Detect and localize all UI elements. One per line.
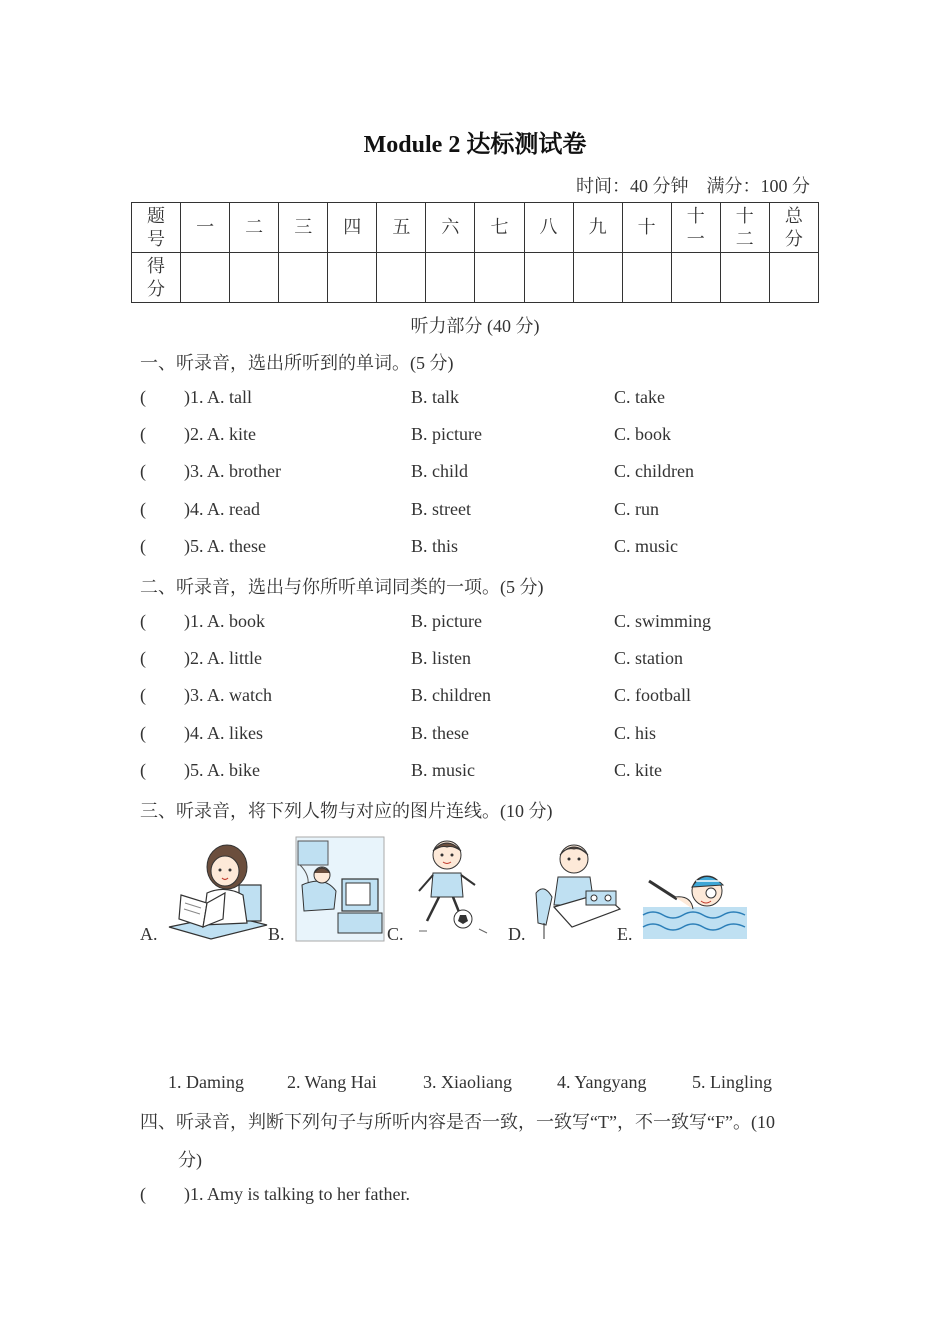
picture-label-c: C. (387, 924, 404, 944)
section4-heading-line1: 四、听录音，判断下列句子与所听内容是否一致，一致写“T”，不一致写“F”。(10 (140, 1112, 775, 1132)
girl-reading-illustration[interactable] (167, 835, 269, 943)
child-swimming-illustration[interactable] (641, 835, 749, 943)
picture-label-e: E. (617, 924, 633, 944)
header-cell (769, 203, 818, 253)
name-daming[interactable]: 1. Daming (168, 1072, 244, 1092)
option-b: B. these (411, 723, 469, 743)
header-cell: 十 (622, 203, 671, 253)
score-label: 得 分 (147, 255, 166, 299)
section2-heading: 二、听录音，选出与你所听单词同类的一项。(5 分) (140, 577, 544, 597)
option-b: B. street (411, 499, 471, 519)
option-c: C. station (614, 648, 684, 668)
score-cell[interactable] (279, 253, 328, 303)
header-cell: 五 (377, 203, 426, 253)
question-row (140, 1184, 830, 1210)
option-a: )1. A. tall (184, 387, 252, 407)
score-cell[interactable] (622, 253, 671, 303)
time-info: 时间：40 分钟 满分：100 分 (576, 176, 810, 196)
option-a: )2. A. little (184, 648, 262, 668)
question-row (140, 760, 830, 786)
answer-blank[interactable]: ( (140, 648, 146, 668)
name-yangyang[interactable]: 4. Yangyang (557, 1072, 647, 1092)
answer-blank[interactable]: ( (140, 723, 146, 743)
score-cell[interactable] (328, 253, 377, 303)
option-c: C. swimming (614, 611, 712, 631)
answer-blank[interactable]: ( (140, 1184, 146, 1204)
score-cell[interactable] (426, 253, 475, 303)
header-cell (132, 203, 181, 253)
score-cell[interactable] (671, 253, 720, 303)
page-title: Module 2 达标测试卷 (363, 132, 587, 158)
header-cell-text: 题 号 (147, 205, 166, 249)
option-c: C. run (614, 499, 659, 519)
header-cell-text: 总 分 (784, 205, 803, 249)
question-row (140, 461, 830, 487)
option-c: C. his (614, 723, 657, 743)
score-label-cell (132, 253, 181, 303)
listening-heading: 听力部分 (40 分) (410, 316, 540, 336)
answer-blank[interactable]: ( (140, 685, 146, 705)
statement: )1. Amy is talking to her father. (184, 1184, 410, 1204)
score-cell[interactable] (573, 253, 622, 303)
header-cell: 二 (230, 203, 279, 253)
header-cell: 八 (524, 203, 573, 253)
score-table (131, 202, 819, 303)
question-row (140, 536, 830, 562)
question-row (140, 723, 830, 749)
option-b: B. talk (411, 387, 459, 407)
question-row (140, 499, 830, 525)
score-cell[interactable] (720, 253, 769, 303)
picture-label-b: B. (268, 924, 285, 944)
header-cell: 四 (328, 203, 377, 253)
header-cell (671, 203, 720, 253)
answer-blank[interactable]: ( (140, 760, 146, 780)
score-cell[interactable] (377, 253, 426, 303)
score-cell[interactable] (524, 253, 573, 303)
header-cell-text: 十 一 (686, 205, 705, 249)
option-c: C. kite (614, 760, 662, 780)
boy-playing-music-illustration[interactable] (532, 835, 622, 943)
name-wang-hai[interactable]: 2. Wang Hai (287, 1072, 377, 1092)
option-c: C. music (614, 536, 679, 556)
section1-heading: 一、听录音，选出所听到的单词。(5 分) (140, 353, 454, 373)
score-cell[interactable] (475, 253, 524, 303)
question-row (140, 424, 830, 450)
option-b: B. picture (411, 424, 482, 444)
option-c: C. book (614, 424, 672, 444)
option-a: )3. A. watch (184, 685, 272, 705)
answer-blank[interactable]: ( (140, 536, 146, 556)
score-table-header-row (132, 203, 819, 253)
option-b: B. this (411, 536, 459, 556)
score-cell[interactable] (230, 253, 279, 303)
answer-blank[interactable]: ( (140, 611, 146, 631)
header-cell: 六 (426, 203, 475, 253)
name-lingling[interactable]: 5. Lingling (692, 1072, 772, 1092)
header-cell: 一 (181, 203, 230, 253)
option-b: B. child (411, 461, 468, 481)
header-cell: 九 (573, 203, 622, 253)
answer-blank[interactable]: ( (140, 424, 146, 444)
section4-heading-line2: 分) (178, 1150, 202, 1170)
option-a: )4. A. read (184, 499, 260, 519)
answer-blank[interactable]: ( (140, 499, 146, 519)
option-a: )1. A. book (184, 611, 265, 631)
header-cell-text: 十 二 (735, 205, 754, 249)
header-cell: 三 (279, 203, 328, 253)
option-c: C. children (614, 461, 694, 481)
picture-label-d: D. (508, 924, 526, 944)
option-a: )5. A. bike (184, 760, 260, 780)
option-a: )5. A. these (184, 536, 266, 556)
score-table-score-row (132, 253, 819, 303)
section3-heading: 三、听录音，将下列人物与对应的图片连线。(10 分) (140, 801, 553, 821)
picture-label-a: A. (140, 924, 158, 944)
answer-blank[interactable]: ( (140, 461, 146, 481)
header-cell: 七 (475, 203, 524, 253)
header-cell (720, 203, 769, 253)
boy-playing-football-illustration[interactable] (413, 835, 497, 943)
option-c: C. football (614, 685, 691, 705)
option-b: B. music (411, 760, 476, 780)
score-cell[interactable] (769, 253, 818, 303)
option-b: B. children (411, 685, 491, 705)
name-xiaoliang[interactable]: 3. Xiaoliang (423, 1072, 512, 1092)
option-a: )4. A. likes (184, 723, 263, 743)
question-row (140, 387, 830, 413)
option-b: B. listen (411, 648, 472, 668)
answer-blank[interactable]: ( (140, 387, 146, 407)
option-a: )2. A. kite (184, 424, 256, 444)
question-row (140, 685, 830, 711)
option-a: )3. A. brother (184, 461, 281, 481)
score-cell[interactable] (181, 253, 230, 303)
option-b: B. picture (411, 611, 482, 631)
question-row (140, 648, 830, 674)
option-c: C. take (614, 387, 665, 407)
boy-watching-tv-illustration[interactable] (294, 835, 386, 943)
question-row (140, 611, 830, 637)
